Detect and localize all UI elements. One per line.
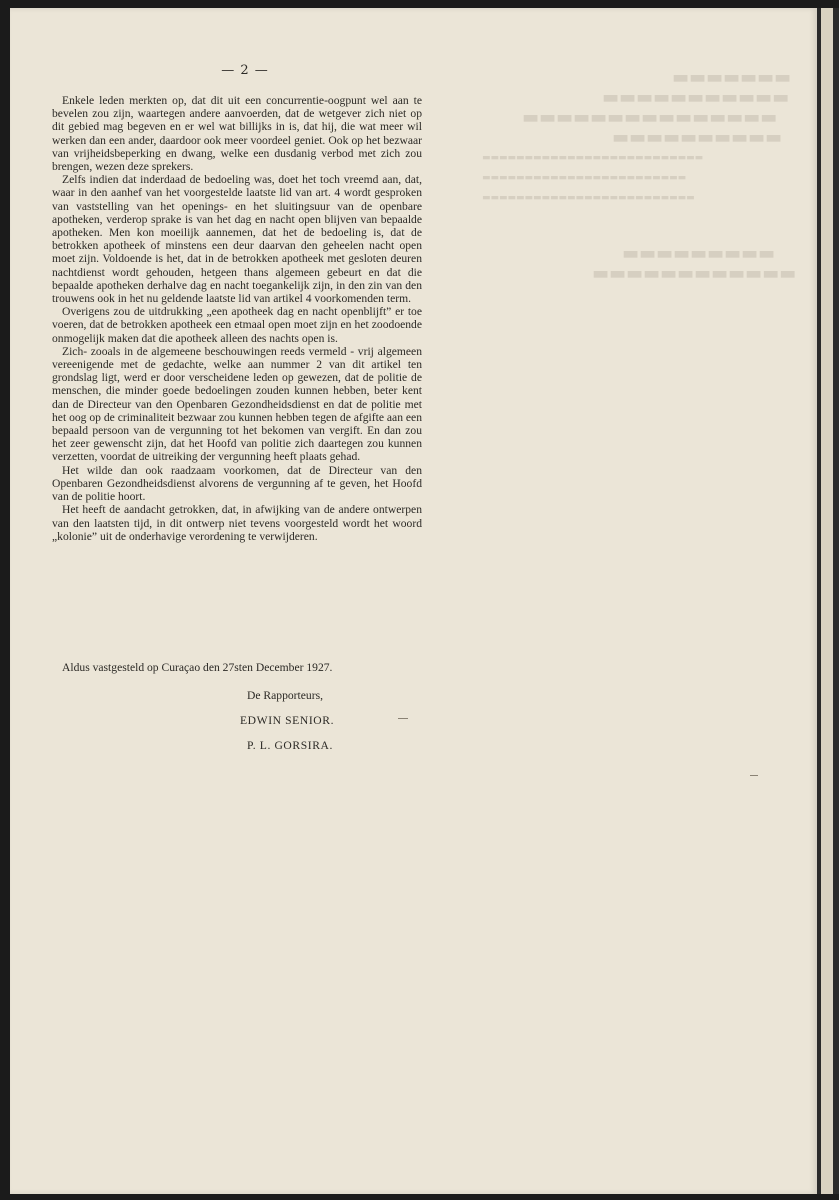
paragraph: Zelfs indien dat inderdaad de bedoeling was, doet het toch vreemd aan, dat, waar in den aanhef van het voorgestelde laatste lid van art. 4 wordt gesproken van vaststelling van het openings- en het sluitingsuur van de openbare apotheken, verderop sprake is van het dag en nacht open blijven van bepaalde apotheken. Men kon moeilijk aannemen, dat het de bedoeling is, dat de betrokken apotheek of minstens een deur daarvan den geheelen nacht open moet zijn. Voldoende is het, dat in de betrokken apotheek met gesloten deuren nachtdienst wordt gehouden, hetgeen thans algemeen gebeurt en dat die bepaalde apotheken derhalve dag en nacht toegankelijk zijn, in den zin van den trouwens ook in het nu geldende laatste lid van artikel 4 voorkomenden term. bbox=[52, 173, 422, 306]
page-edge bbox=[817, 8, 839, 1194]
margin-mark bbox=[750, 775, 758, 776]
paragraph: Overigens zou de uitdrukking „een apotheek dag en nacht openblijft” er toe voeren, dat de betrokken apotheek een etmaal open moet zijn en het zoodoende onmogelijk maken dat die apotheek alleen des nachts open is. bbox=[52, 305, 422, 345]
paragraph: Het wilde dan ook raadzaam voorkomen, dat de Directeur van den Openbaren Gezondheidsdienst alvorens de vergunning af te geven, het Hoofd van de politie hoort. bbox=[52, 463, 422, 504]
show-through-shadow: ▬▬▬▬▬▬▬ ▬▬▬▬▬▬▬▬▬▬▬ ▬▬▬▬▬▬▬▬▬▬▬▬▬▬▬ ▬▬▬▬▬▬▬▬▬▬ ▬▬▬▬▬▬▬▬▬▬▬▬▬▬▬▬▬▬▬▬▬▬▬▬▬▬ ▬▬▬▬▬▬▬▬▬▬▬▬▬▬▬▬▬▬▬▬▬▬▬▬ ▬▬▬▬▬▬▬▬▬▬▬▬▬▬▬▬▬▬▬▬▬▬▬▬▬ ▬▬▬▬▬▬▬▬▬ ▬▬▬▬▬▬▬▬▬▬▬▬ bbox=[482, 68, 797, 284]
paragraph: Enkele leden merkten op, dat dit uit een concurrentie-oogpunt wel aan te bevelen zou zijn, waartegen andere aanvoerden, dat de wetgever zich niet op dit gebied mag begeven en er wel wat billijks in is, dat hij, die wat meer wil werken dan een ander, daardoor ook meer voordeel geniet. Ook op het bezwaar van vrijheidsbeperking en dwang, welke een dusdanig verbod met zich zou brengen, wezen deze sprekers. bbox=[52, 94, 422, 174]
body-text bbox=[52, 94, 422, 543]
rapporteurs-label: De Rapporteurs, bbox=[247, 689, 323, 702]
signatory-name: P. L. GORSIRA. bbox=[247, 739, 334, 752]
paragraph: Zich- zooals in de algemeene beschouwingen reeds vermeld - vrij algemeen vereenigende met de gedachte, welke aan nummer 2 van dit artikel ten grondslag ligt, werd er door verscheidene leden op gewezen, dat de politie de menschen, die minder goede bedoelingen zouden kunnen hebben, beter kent dan de Directeur van den Openbaren Gezondheidsdienst en dat de politie met het oog op de criminaliteit bezwaar zou kunnen hebben tegen de afgifte aan een bepaald persoon van de vergunning tot het bekomen van vergift. En dan zou het zeer gewenscht zijn, dat het Hoofd van politie zich daartegen zou kunnen verzetten, voordat de uitreiking der vergunning heeft plaats gehad. bbox=[52, 344, 422, 464]
paragraph: Het heeft de aandacht getrokken, dat, in afwijking van de andere ontwerpen van den laatsten tijd, in dit ontwerp niet tevens voorgesteld wordt het woord „kolonie” uit de onderhavige verordening te verwijderen. bbox=[52, 503, 422, 543]
signatory-name: EDWIN SENIOR. bbox=[240, 714, 335, 727]
closing-statement: Aldus vastgesteld op Curaçao den 27sten December 1927. bbox=[62, 661, 333, 674]
page-number: — 2 — bbox=[221, 63, 269, 78]
